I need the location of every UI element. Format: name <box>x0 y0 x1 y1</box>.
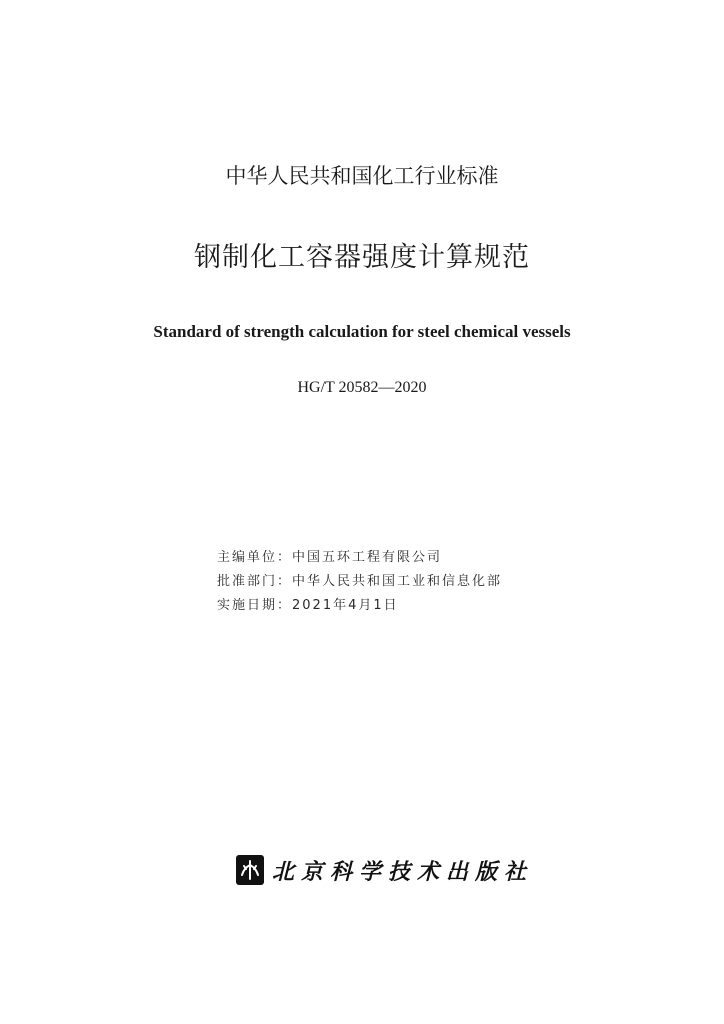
effective-date: 实施日期：2021年4月1日 <box>217 598 399 613</box>
document-info-block <box>217 546 502 618</box>
approving-department: 批准部门：中华人民共和国工业和信息化部 <box>217 574 503 589</box>
publisher-name: 北京科学技术出版社 <box>272 858 534 885</box>
standard-number: HG/T 20582—2020 <box>297 379 427 396</box>
document-title-english: Standard of strength calculation for steel chemical vessels <box>153 322 571 341</box>
editor-unit: 主编单位：中国五环工程有限公司 <box>217 550 443 565</box>
publisher-logo-icon <box>236 855 264 885</box>
document-title-chinese: 钢制化工容器强度计算规范 <box>194 242 530 273</box>
publisher-imprint <box>236 855 533 885</box>
issuer-heading: 中华人民共和国化工行业标准 <box>225 164 499 188</box>
